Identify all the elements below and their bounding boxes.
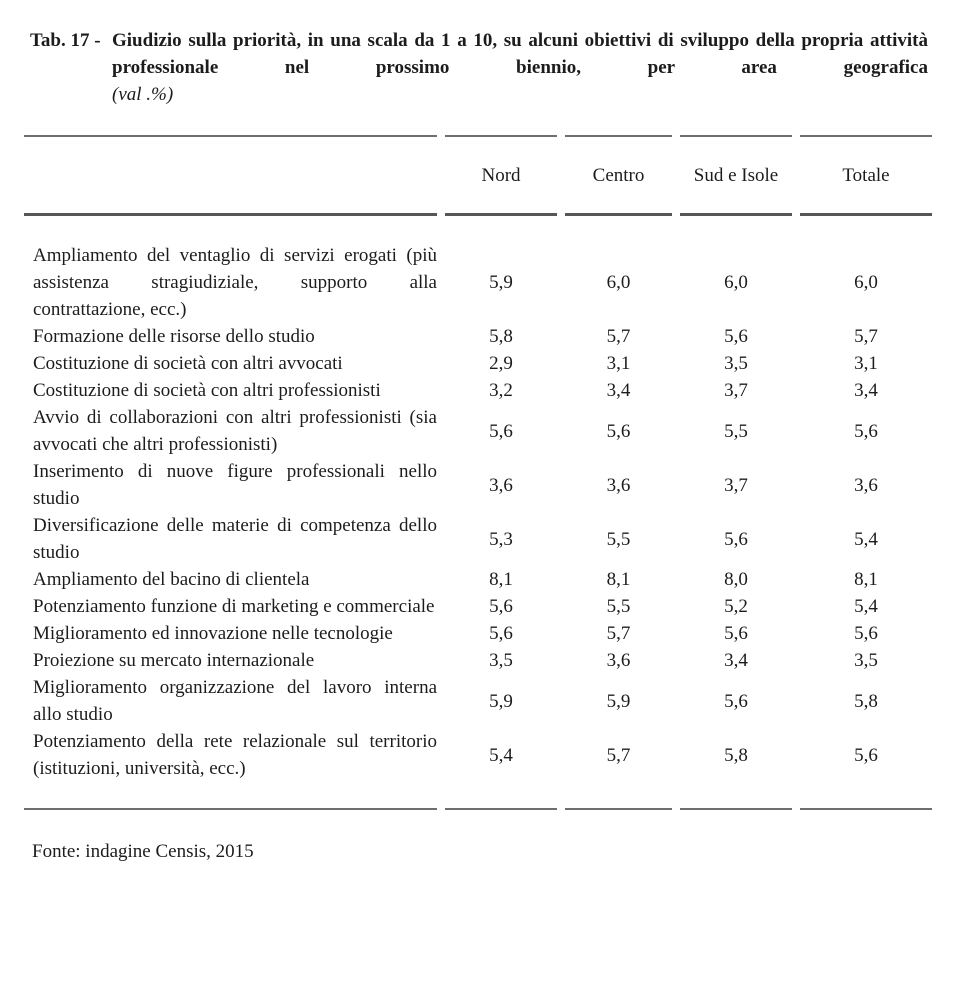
table-row <box>24 647 932 674</box>
row-label: Miglioramento organizzazione del lavoro interna allo studio <box>33 677 437 725</box>
value-centro: 5,7 <box>606 623 631 644</box>
row-label: Diversificazione delle materie di competenza dello studio <box>33 515 437 563</box>
value-totale: 3,1 <box>854 353 878 374</box>
value-centro: 5,7 <box>606 326 631 347</box>
row-label: Costituzione di società con altri professionisti <box>33 380 381 401</box>
value-sud-isole: 5,6 <box>724 326 748 347</box>
table-caption <box>30 27 928 108</box>
column-header-sud-isole: Sud e Isole <box>680 135 792 216</box>
table-caption-body <box>112 27 928 108</box>
table-row <box>24 566 932 593</box>
table-number-label: Tab. 17 - <box>30 30 101 51</box>
value-nord: 5,4 <box>445 728 557 810</box>
value-totale: 5,6 <box>854 623 878 644</box>
value-centro: 3,4 <box>606 380 631 401</box>
value-nord: 5,6 <box>489 420 513 442</box>
value-centro: 8,1 <box>606 569 631 590</box>
value-nord: 5,6 <box>489 623 513 644</box>
row-label: Avvio di collaborazioni con altri professionisti (sia avvocati che altri professionisti) <box>33 407 437 455</box>
value-totale: 3,6 <box>854 474 878 496</box>
value-totale: 8,1 <box>854 569 878 590</box>
column-header-nord: Nord <box>445 135 557 216</box>
value-totale: 5,7 <box>854 326 878 347</box>
value-centro: 5,5 <box>606 596 631 617</box>
value-totale: 3,5 <box>854 650 878 671</box>
row-label: Potenziamento della rete relazionale sul territorio (istituzioni, università, ecc.) <box>24 728 437 810</box>
table-row <box>24 458 932 512</box>
value-nord: 3,5 <box>489 650 513 671</box>
value-totale: 5,6 <box>854 420 878 442</box>
value-sud-isole: 3,4 <box>724 650 748 671</box>
value-sud-isole: 5,6 <box>724 528 748 550</box>
table-row <box>24 593 932 620</box>
value-centro: 5,5 <box>606 528 631 550</box>
table-row <box>24 216 932 323</box>
value-totale: 6,0 <box>854 272 878 293</box>
value-totale: 5,8 <box>854 690 878 712</box>
value-totale: 5,6 <box>800 728 932 810</box>
column-header-totale: Totale <box>800 135 932 216</box>
value-centro: 3,6 <box>606 650 631 671</box>
value-sud-isole: 5,6 <box>724 690 748 712</box>
unit-note: (val .%) <box>112 84 174 105</box>
value-nord: 3,2 <box>489 380 513 401</box>
data-table <box>16 135 940 810</box>
value-nord: 3,6 <box>489 474 513 496</box>
value-nord: 5,9 <box>489 272 513 293</box>
table-title: Giudizio sulla priorità, in una scala da 1 a 10, su alcuni obiettivi di sviluppo della propria attività professionale nel prossimo biennio, per area geografica <box>112 30 928 78</box>
value-sud-isole: 5,6 <box>724 623 748 644</box>
value-nord: 5,9 <box>489 690 513 712</box>
value-nord: 5,3 <box>489 528 513 550</box>
value-nord: 5,8 <box>489 326 513 347</box>
value-sud-isole: 6,0 <box>724 272 748 293</box>
value-centro: 3,6 <box>606 474 631 496</box>
value-nord: 2,9 <box>489 353 513 374</box>
value-centro: 5,9 <box>606 690 631 712</box>
row-label: Ampliamento del ventaglio di servizi erogati (più assistenza stragiudiziale, supporto alla contrattazione, ecc.) <box>33 245 437 320</box>
row-label: Proiezione su mercato internazionale <box>33 650 315 671</box>
table-row <box>24 674 932 728</box>
table-row <box>24 728 932 810</box>
value-sud-isole: 3,5 <box>724 353 748 374</box>
table-row <box>24 512 932 566</box>
value-totale: 3,4 <box>854 380 878 401</box>
row-label: Costituzione di società con altri avvocati <box>33 353 343 374</box>
value-sud-isole: 8,0 <box>724 569 748 590</box>
table-row <box>24 377 932 404</box>
header-empty-cell <box>24 135 437 216</box>
table-body <box>24 216 932 810</box>
row-label: Potenziamento funzione di marketing e commerciale <box>33 596 435 617</box>
header-row <box>24 135 932 216</box>
table-row <box>24 323 932 350</box>
value-sud-isole: 3,7 <box>724 380 748 401</box>
row-label: Inserimento di nuove figure professionali nello studio <box>33 461 437 509</box>
column-header-centro: Centro <box>565 135 672 216</box>
value-sud-isole: 5,8 <box>680 728 792 810</box>
row-label: Formazione delle risorse dello studio <box>33 326 315 347</box>
value-centro: 3,1 <box>606 353 631 374</box>
table-row <box>24 404 932 458</box>
source-note: Fonte: indagine Censis, 2015 <box>32 841 254 862</box>
table-row <box>24 350 932 377</box>
value-sud-isole: 5,5 <box>724 420 748 442</box>
value-nord: 5,6 <box>489 596 513 617</box>
value-centro: 6,0 <box>606 272 631 293</box>
value-sud-isole: 3,7 <box>724 474 748 496</box>
row-label: Ampliamento del bacino di clientela <box>33 569 310 590</box>
value-totale: 5,4 <box>854 596 878 617</box>
value-nord: 8,1 <box>489 569 513 590</box>
value-totale: 5,4 <box>854 528 878 550</box>
table-row <box>24 620 932 647</box>
value-centro: 5,7 <box>565 728 672 810</box>
row-label: Miglioramento ed innovazione nelle tecnologie <box>33 623 393 644</box>
value-sud-isole: 5,2 <box>724 596 748 617</box>
value-centro: 5,6 <box>606 420 631 442</box>
